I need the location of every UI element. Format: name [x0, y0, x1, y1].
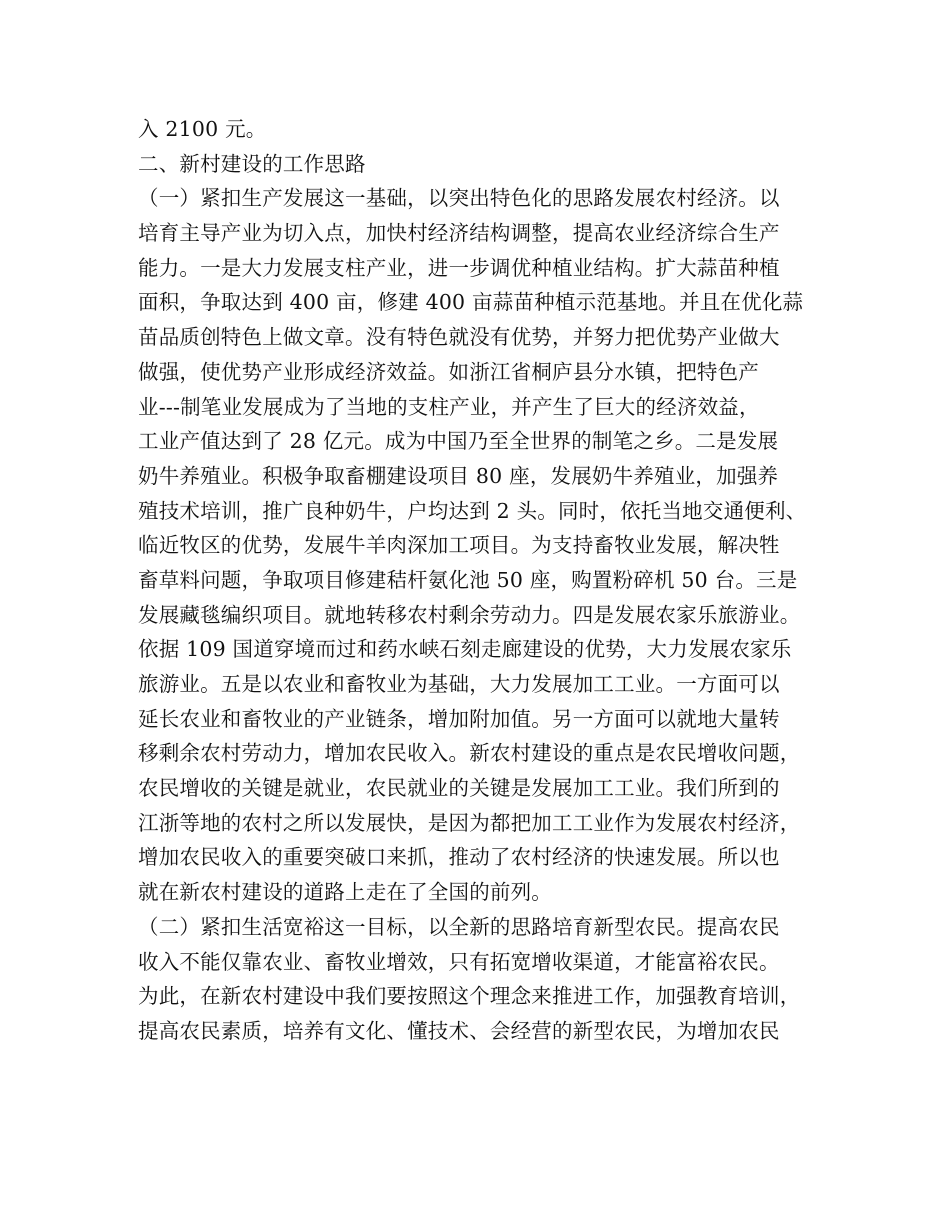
text-line: 能力。一是大力发展支柱产业，进一步调优种植业结构。扩大蒜苗种植	[138, 255, 780, 280]
text-line: 入 2100 元。	[138, 117, 267, 141]
text-line: 培育主导产业为切入点，加快村经济结构调整，提高农业经济综合生产	[138, 221, 780, 246]
text-line: 做强，使优势产业形成经济效益。如浙江省桐庐县分水镇，把特色产	[138, 359, 759, 384]
text-line: 农民增收的关键是就业，农民就业的关键是发展加工工业。我们所到的	[138, 776, 780, 801]
text-line: 临近牧区的优势，发展牛羊肉深加工项目。为支持畜牧业发展，解决牲	[138, 533, 780, 558]
text-line: 苗品质创特色上做文章。没有特色就没有优势，并努力把优势产业做大	[138, 325, 780, 350]
text-line: 业---制笔业发展成为了当地的支柱产业，并产生了巨大的经济效益，	[138, 394, 760, 419]
text-line: 畜草料问题，争取项目修建秸杆氨化池 50 座，购置粉碎机 50 台。三是	[138, 567, 798, 592]
text-line: （一）紧扣生产发展这一基础，以突出特色化的思路发展农村经济。以	[138, 186, 780, 211]
text-line: 发展藏毯编织项目。就地转移农村剩余劳动力。四是发展农家乐旅游业。	[138, 602, 801, 627]
document-body	[138, 112, 838, 1049]
text-line: 延长农业和畜牧业的产业链条，增加附加值。另一方面可以就地大量转	[138, 706, 780, 731]
text-line: 为此，在新农村建设中我们要按照这个理念来推进工作，加强教育培训，	[138, 984, 801, 1009]
text-line: 旅游业。五是以农业和畜牧业为基础，大力发展加工工业。一方面可以	[138, 672, 780, 696]
text-line: 收入不能仅靠农业、畜牧业增效，只有拓宽增收渠道，才能富裕农民。	[138, 949, 780, 974]
text-line: 奶牛养殖业。积极争取畜棚建设项目 80 座，发展奶牛养殖业，加强养	[138, 463, 779, 488]
text-line: 就在新农村建设的道路上走在了全国的前列。	[138, 880, 552, 905]
text-line: 依据 109 国道穿境而过和药水峡石刻走廊建设的优势，大力发展农家乐	[138, 637, 792, 662]
text-line: （二）紧扣生活宽裕这一目标，以全新的思路培育新型农民。提高农民	[138, 914, 780, 939]
text-line: 殖技术培训，推广良种奶牛，户均达到 2 头。同时，依托当地交通便利、	[138, 498, 807, 523]
text-line: 提高农民素质，培养有文化、懂技术、会经营的新型农民，为增加农民	[138, 1018, 780, 1043]
text-line: 江浙等地的农村之所以发展快，是因为都把加工工业作为发展农村经济，	[138, 810, 801, 835]
text-line: 增加农民收入的重要突破口来抓，推动了农村经济的快速发展。所以也	[138, 845, 780, 870]
text-line: 移剩余农村劳动力，增加农民收入。新农村建设的重点是农民增收问题，	[138, 741, 801, 766]
text-line: 工业产值达到了 28 亿元。成为中国乃至全世界的制笔之乡。二是发展	[138, 429, 779, 454]
section-heading: 二、新村建设的工作思路	[138, 151, 366, 176]
text-line: 面积，争取达到 400 亩，修建 400 亩蒜苗种植示范基地。并且在优化蒜	[138, 290, 804, 315]
